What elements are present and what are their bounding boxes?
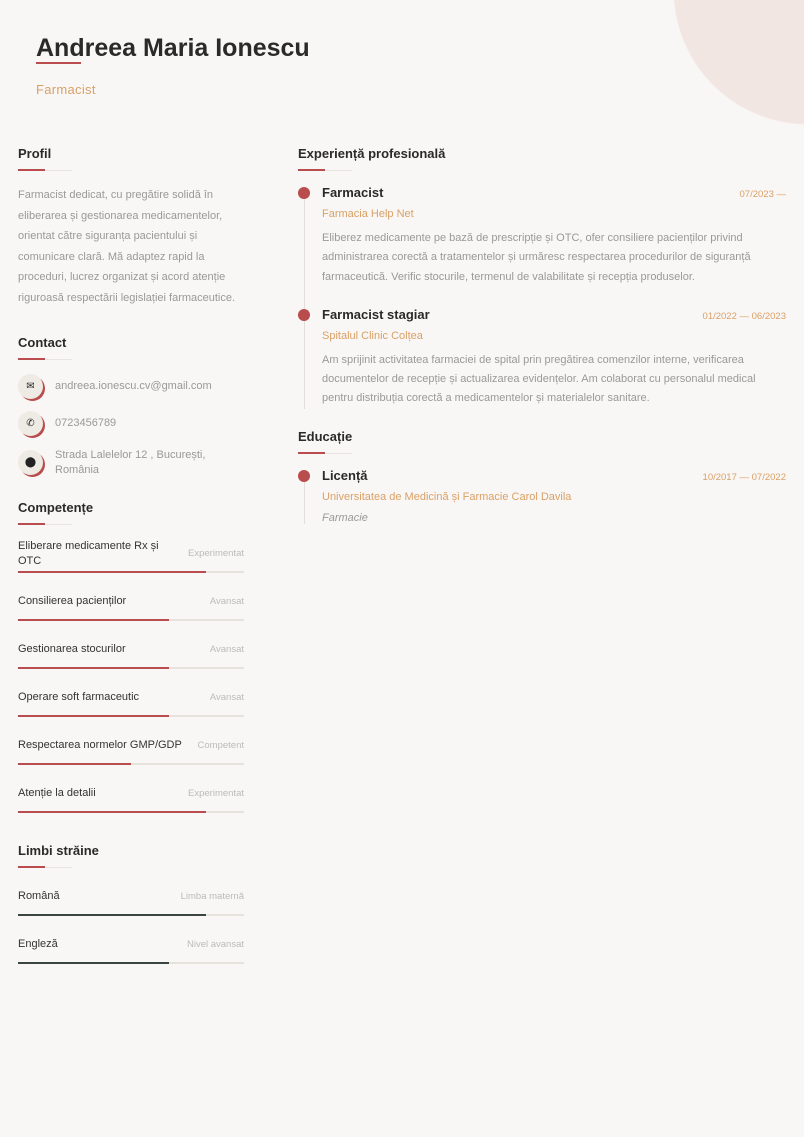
skills-item <box>18 779 244 813</box>
contact-address <box>18 448 244 478</box>
skills-level-fill <box>18 763 131 765</box>
left-column <box>18 146 244 978</box>
skills-level-bar <box>18 811 244 813</box>
skills-item <box>18 731 244 765</box>
entry-dates: 10/2017 — 07/2022 <box>702 471 786 483</box>
entry-title: Licență <box>322 467 368 483</box>
skills-level: Experimentat <box>188 548 244 560</box>
location-pin-icon: ⬤ <box>18 450 43 475</box>
entry-dates: 07/2023 — <box>739 189 786 200</box>
skills-level-fill <box>18 715 169 717</box>
skills-section <box>18 500 244 813</box>
skills-level-bar <box>18 763 244 765</box>
section-title: Experiență profesională <box>298 146 786 171</box>
section-title: Profil <box>18 146 244 171</box>
contact-phone <box>18 411 244 436</box>
contact-email <box>18 374 244 399</box>
skills-level-bar <box>18 715 244 717</box>
skills-level: Experimentat <box>188 788 244 800</box>
timeline-dot-icon <box>298 187 310 199</box>
entry-degree: Farmacie <box>322 511 368 524</box>
right-column <box>298 146 786 544</box>
entry-organization: Spitalul Clinic Colțea <box>322 329 423 342</box>
timeline-dot-icon <box>298 470 310 482</box>
candidate-name: Andreea Maria Ionescu <box>36 34 310 62</box>
skills-name: Consilierea pacienților <box>18 595 127 608</box>
experience-entry <box>322 307 786 409</box>
skills-level-bar <box>18 667 244 669</box>
skills-level-fill <box>18 811 206 813</box>
entry-organization: Universitatea de Medicină și Farmacie Carol Davila <box>322 490 572 503</box>
languages-level: Limba maternă <box>180 891 244 903</box>
experience-section <box>298 146 786 409</box>
name-underline <box>36 62 81 64</box>
languages-name: Română <box>18 890 60 903</box>
skills-level: Avansat <box>209 692 244 704</box>
skills-level: Avansat <box>209 596 244 608</box>
skills-level: Competent <box>197 740 244 752</box>
skills-name: Respectarea normelor GMP/GDP <box>18 739 182 752</box>
education-timeline <box>298 468 786 524</box>
education-section <box>298 429 786 524</box>
timeline-dot-icon <box>298 309 310 321</box>
skills-level-fill <box>18 571 206 573</box>
entry-title: Farmacist stagiar <box>322 306 430 322</box>
profile-section <box>18 146 244 309</box>
skills-level: Avansat <box>209 644 244 656</box>
phone-icon: ✆ <box>18 411 43 436</box>
contact-section <box>18 335 244 478</box>
phone-text[interactable]: 0723456789 <box>55 416 117 429</box>
languages-level-fill <box>18 962 169 964</box>
section-title: Contact <box>18 335 244 360</box>
skills-item <box>18 539 244 573</box>
envelope-icon: ✉ <box>18 374 43 399</box>
skills-level-fill <box>18 667 169 669</box>
skills-name: Atenție la detalii <box>18 787 96 800</box>
experience-entry <box>322 185 786 287</box>
section-title: Limbi străine <box>18 843 244 868</box>
skills-name: Operare soft farmaceutic <box>18 691 140 704</box>
skills-level-fill <box>18 619 169 621</box>
languages-item <box>18 882 244 916</box>
languages-item <box>18 930 244 964</box>
entry-description: Am sprijinit activitatea farmaciei de spital prin pregătirea comenzilor interne, verificarea documentelor de recepție și actualizarea evidențelor. Am colaborat cu personalul medical pentru distribuția corectă a medicamentelor și materialelor sanitare. <box>322 353 756 405</box>
skills-name: Gestionarea stocurilor <box>18 643 126 656</box>
languages-level-fill <box>18 914 206 916</box>
languages-level-bar <box>18 914 244 916</box>
decorative-circle <box>668 0 804 125</box>
candidate-role: Farmacist <box>36 82 96 97</box>
skills-item <box>18 587 244 621</box>
entry-organization: Farmacia Help Net <box>322 208 414 220</box>
languages-section <box>18 843 244 964</box>
section-title: Competențe <box>18 500 244 525</box>
languages-level-bar <box>18 962 244 964</box>
skills-item <box>18 635 244 669</box>
profile-text: Farmacist dedicat, cu pregătire solidă în eliberarea și gestionarea medicamentelor, orientat către siguranța pacientului și comunicare clară. Mă adaptez rapid la proceduri, lucrez organizat și acord atenție riguroasă respectării legislației farmaceutice. <box>18 189 236 304</box>
email-text[interactable]: andreea.ionescu.cv@gmail.com <box>55 379 212 392</box>
entry-title: Farmacist <box>322 185 384 200</box>
skills-level-bar <box>18 571 244 573</box>
skills-level-bar <box>18 619 244 621</box>
education-entry <box>322 468 786 524</box>
address-text: Strada Lalelelor 12 , București, România <box>55 448 206 476</box>
entry-dates: 01/2022 — 06/2023 <box>702 310 786 322</box>
entry-description: Eliberez medicamente pe bază de prescripție și OTC, ofer consiliere pacienților privind administrarea corectă a tratamentelor și urmăresc respectarea procedurilor de siguranță farmaceutică. Verific stocurile, termenul de valabilitate și recepția produselor. <box>322 232 751 283</box>
section-title: Educație <box>298 429 786 454</box>
experience-timeline <box>298 185 786 409</box>
skills-name: Eliberare medicamente Rx și OTC <box>18 539 159 567</box>
skills-item <box>18 683 244 717</box>
languages-level: Nivel avansat <box>186 939 244 951</box>
languages-name: Engleză <box>18 938 58 951</box>
